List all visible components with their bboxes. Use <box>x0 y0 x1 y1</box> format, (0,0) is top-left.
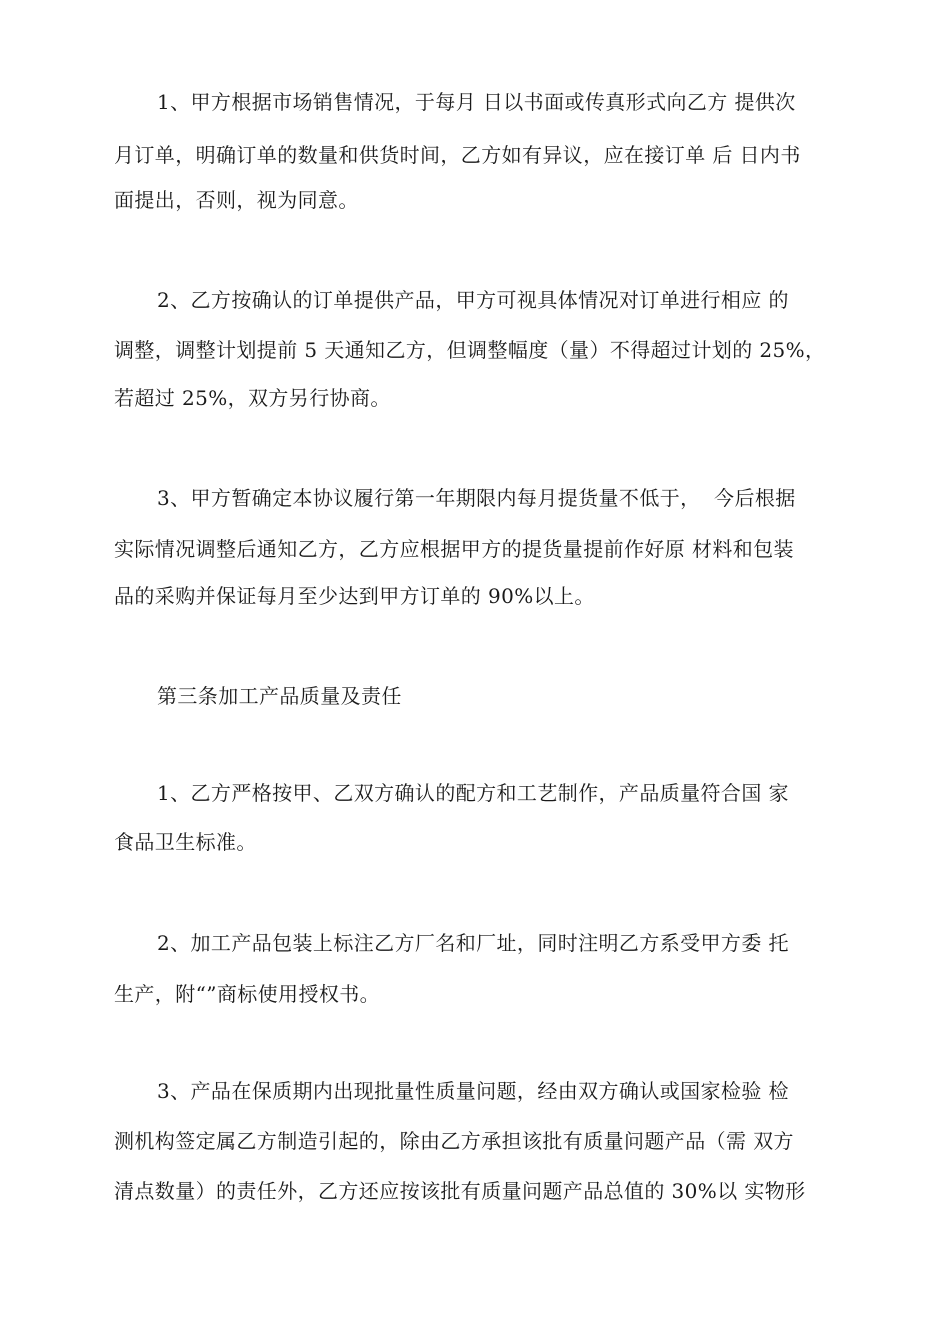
paragraph-5-line-1: 2、加工产品包装上标注乙方厂名和厂址，同时注明乙方系受甲方委 托 <box>157 931 789 955</box>
paragraph-1-line-3: 面提出，否则，视为同意。 <box>114 188 359 212</box>
paragraph-2-line-3: 若超过 25%，双方另行协商。 <box>114 386 391 410</box>
section-heading: 第三条加工产品质量及责任 <box>157 684 402 708</box>
paragraph-5-line-2: 生产，附“”商标使用授权书。 <box>114 982 381 1006</box>
paragraph-3-line-1: 3、甲方暂确定本协议履行第一年期限内每月提货量不低于， 今后根据 <box>157 486 796 510</box>
paragraph-1-line-1: 1、甲方根据市场销售情况，于每月 日以书面或传真形式向乙方 提供次 <box>157 90 796 114</box>
paragraph-4-line-1: 1、乙方严格按甲、乙双方确认的配方和工艺制作，产品质量符合国 家 <box>157 781 789 805</box>
paragraph-3-line-3: 品的采购并保证每月至少达到甲方订单的 90%以上。 <box>114 584 595 608</box>
paragraph-2-line-2: 调整，调整计划提前 5 天通知乙方，但调整幅度（量）不得超过计划的 25%， <box>114 338 826 362</box>
paragraph-1-line-2: 月订单，明确订单的数量和供货时间，乙方如有异议，应在接订单 后 日内书 <box>114 143 801 167</box>
paragraph-4-line-2: 食品卫生标准。 <box>114 830 257 854</box>
paragraph-6-line-3: 清点数量）的责任外，乙方还应按该批有质量问题产品总值的 30%以 实物形 <box>114 1179 806 1203</box>
paragraph-3-line-2: 实际情况调整后通知乙方，乙方应根据甲方的提货量提前作好原 材料和包装 <box>114 537 794 561</box>
paragraph-6-line-1: 3、产品在保质期内出现批量性质量问题，经由双方确认或国家检验 检 <box>157 1079 789 1103</box>
paragraph-2-line-1: 2、乙方按确认的订单提供产品，甲方可视具体情况对订单进行相应 的 <box>157 288 789 312</box>
paragraph-6-line-2: 测机构签定属乙方制造引起的，除由乙方承担该批有质量问题产品（需 双方 <box>114 1129 794 1153</box>
